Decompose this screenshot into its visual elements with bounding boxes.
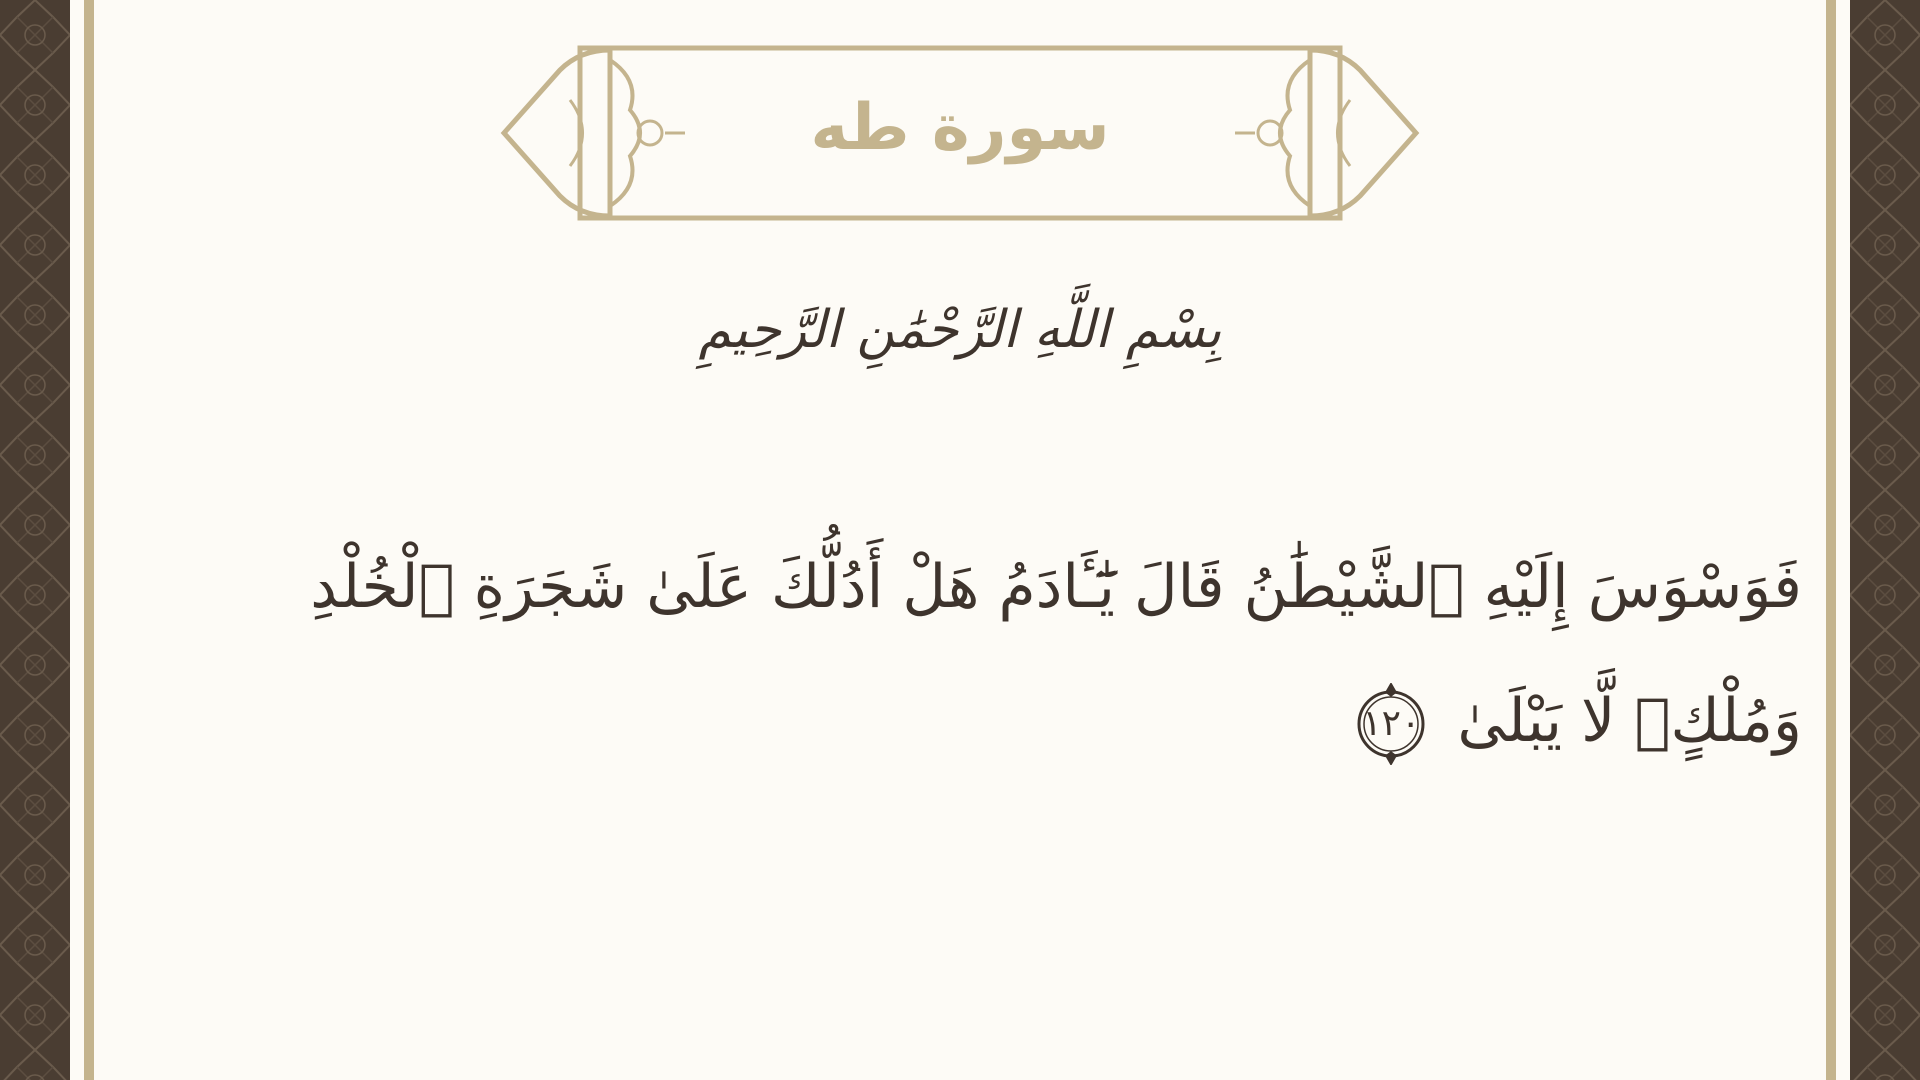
ayah-number: ١٢٠ [1362, 703, 1421, 745]
right-border-pattern [1850, 0, 1920, 1080]
left-border-pattern [0, 0, 70, 1080]
verse-block [150, 520, 1802, 788]
basmala: بِسْمِ اللَّهِ الرَّحْمَٰنِ الرَّحِيمِ [698, 300, 1222, 360]
verse-text: فَوَسْوَسَ إِلَيْهِ ٱلشَّيْطَٰنُ قَالَ يَٰٓـَٔادَمُ هَلْ أَدُلُّكَ عَلَىٰ شَجَرَةِ ٱلْخُلْدِ وَمُلْكٍۢ لَّا يَبْلَىٰ [310, 552, 1802, 756]
ayah-end-marker [1350, 683, 1432, 765]
right-gold-rule [1826, 0, 1836, 1080]
left-gold-rule [84, 0, 94, 1080]
surah-title-frame [500, 40, 1420, 226]
surah-title: سورة طه [810, 91, 1110, 165]
